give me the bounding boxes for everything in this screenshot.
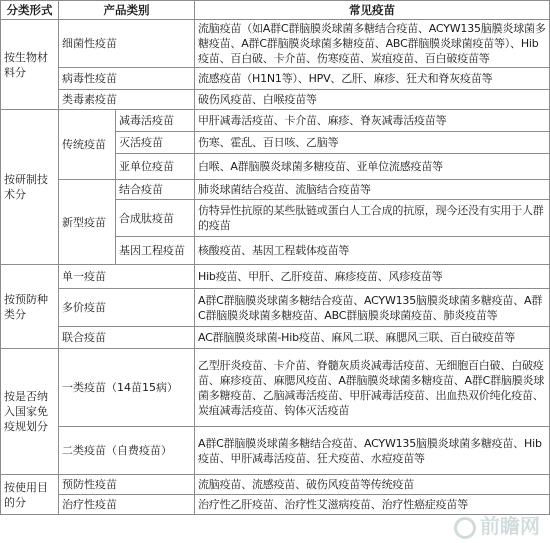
vaccine-list-cell: 核酸疫苗、基因工程载体疫苗等 [195,237,550,265]
header-category: 产品类别 [59,1,195,20]
vaccine-list-cell: A群C群脑膜炎球菌多糖结合疫苗、ACYW135脑膜炎球菌多糖疫苗、A群C群脑膜炎球菌多糖疫苗、ABC群脑膜炎球菌疫苗、肺炎疫苗等 [195,289,550,327]
table-row [1,265,550,289]
category-cell: 病毒性疫苗 [59,68,195,90]
vaccine-list-cell: 流脑疫苗（如A群C群脑膜炎球菌多糖结合疫苗、ACYW135脑膜炎球菌多糖疫苗、A群C群脑膜炎球菌多糖疫苗、ABC群脑膜炎球菌疫苗等）、Hib疫苗、百白破、卡介苗、伤寒疫苗、炭疽疫苗、百白破疫苗等 [195,20,550,68]
header-common: 常见疫苗 [195,1,550,20]
header-row [1,1,550,20]
vaccine-list-cell: 伤寒、霍乱、百日咳、乙脑等 [195,132,550,154]
category-cell: 新型疫苗 [59,180,116,265]
vaccine-list-cell: AC群脑膜炎球菌-Hib疫苗、麻风二联、麻腮风三联、百白破疫苗等 [195,327,550,349]
vaccine-list-cell: 乙型肝炎疫苗、卡介苗、脊髓灰质炎减毒活疫苗、无细胞百白破、白破疫苗、麻疹疫苗、麻腮风疫苗、A群脑膜炎球菌多糖疫苗、A群C群脑膜炎球菌多糖疫苗、乙脑减毒活疫苗、甲肝减毒活疫苗、出血热双价纯化疫苗、炭疽减毒活疫苗、钩体灭活疫苗 [195,349,550,427]
vaccine-list-cell: 治疗性乙肝疫苗、治疗性艾滋病疫苗、治疗性癌症疫苗等 [195,495,550,515]
vaccine-list-cell: 肺炎球菌结合疫苗、流脑结合疫苗等 [195,180,550,200]
subcategory-cell: 亚单位疫苗 [116,154,195,180]
category-cell: 类毒素疫苗 [59,90,195,110]
watermark-text: 前瞻网 [480,514,540,538]
vaccine-list-cell: 甲肝减毒活疫苗、卡介苗、麻疹、脊灰减毒活疫苗等 [195,110,550,132]
vaccine-list-cell: 白喉、A群脑膜炎球菌多糖疫苗、亚单位流感疫苗等 [195,154,550,180]
watermark-logo-icon [454,517,476,539]
table-row [1,475,550,495]
table-row [1,20,550,68]
subcategory-cell: 减毒活疫苗 [116,110,195,132]
category-cell: 治疗性疫苗 [59,495,195,515]
vaccine-list-cell: 流脑疫苗、流感疫苗、破伤风疫苗等传统疫苗 [195,475,550,495]
table-row [1,427,550,475]
header-method: 分类形式 [1,1,59,20]
vaccine-list-cell: 破伤风疫苗、白喉疫苗等 [195,90,550,110]
table-row [1,90,550,110]
category-cell: 联合疫苗 [59,327,195,349]
subcategory-cell: 基因工程疫苗 [116,237,195,265]
vaccine-list-cell: 流感疫苗（H1N1等）、HPV、乙肝、麻疹、狂犬和脊灰疫苗等 [195,68,550,90]
table-row [1,289,550,327]
subcategory-cell: 结合疫苗 [116,180,195,200]
category-cell: 二类疫苗（自费疫苗） [59,427,195,475]
table-row [1,495,550,515]
table-row [1,327,550,349]
vaccine-list-cell: Hib疫苗、甲肝、乙肝疫苗、麻疹疫苗、风疹疫苗等 [195,265,550,289]
group-label: 按生物材料分 [1,20,59,110]
vaccine-list-cell: A群C群脑膜炎球菌多糖结合疫苗、ACYW135脑膜炎球菌多糖疫苗、Hib疫苗、甲肝减毒活疫苗、狂犬疫苗、水痘疫苗等 [195,427,550,475]
table-row [1,68,550,90]
category-cell: 传统疫苗 [59,110,116,180]
subcategory-cell: 合成肽疫苗 [116,200,195,237]
table-row [1,180,550,200]
group-label: 按研制技术分 [1,110,59,265]
category-cell: 预防性疫苗 [59,475,195,495]
category-cell: 单一疫苗 [59,265,195,289]
table-row [1,110,550,132]
subcategory-cell: 灭活疫苗 [116,132,195,154]
category-cell: 细菌性疫苗 [59,20,195,68]
group-label: 按使用目的分 [1,475,59,515]
group-label: 按是否纳入国家免疫规划分 [1,349,59,475]
table-row [1,349,550,427]
group-label: 按预防种类分 [1,265,59,349]
vaccine-list-cell: 仿特异性抗原的某些肽链或蛋白人工合成的抗原，现今还没有实用于人群的疫苗 [195,200,550,237]
category-cell: 一类疫苗（14苗15病） [59,349,195,427]
category-cell: 多价疫苗 [59,289,195,327]
